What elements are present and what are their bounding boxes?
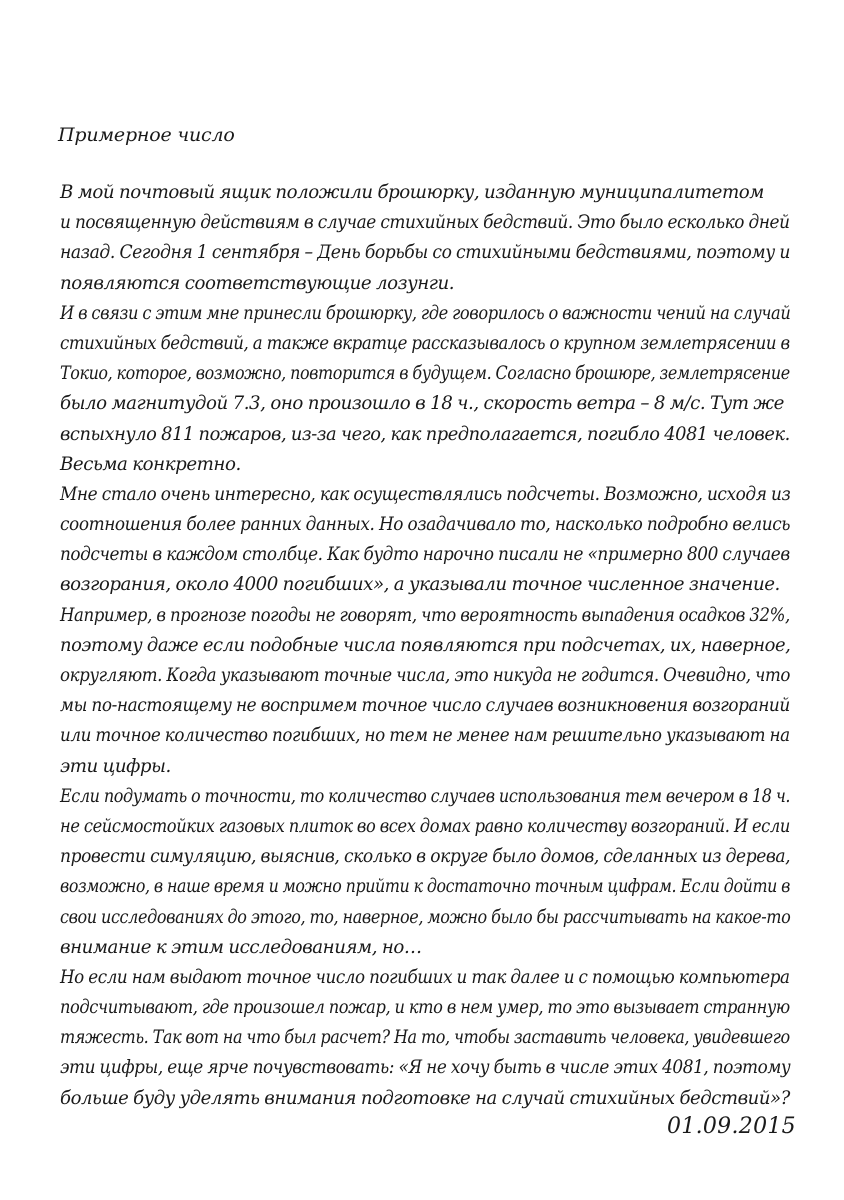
text-line: или точное количество погибших, но тем не менее нам решительно указывают на (60, 725, 790, 747)
text-line: стихийных бедствий, а также вкратце рассказывалось о крупном землетрясении в (60, 332, 790, 354)
document-date: 01.09.2015 (667, 1114, 796, 1139)
text-line: появляются соответствующие лозунги. (60, 272, 455, 294)
text-line: тяжесть. Так вот на что был расчет? На то, чтобы заставить человека, увидевшего (60, 1027, 790, 1049)
text-line: мы по-настоящему не воспримем точное число случаев возникновения возгораний (60, 695, 790, 717)
text-line: подсчитывают, где произошел пожар, и кто в нем умер, то это вызывает странную (60, 997, 790, 1019)
text-line: возможно, в наше время и можно прийти к достаточно точным цифрам. Если дойти в (60, 876, 790, 898)
text-line: Но если нам выдают точное число погибших и так далее и с помощью компьютера (60, 966, 790, 988)
text-line: возгорания, около 4000 погибших», а указывали точное численное значение. (60, 574, 780, 596)
text-line: Если подумать о точности, то количество случаев использования тем вечером в 18 ч. (60, 785, 791, 807)
text-line: округляют. Когда указывают точные числа, это никуда не годится. Очевидно, что (60, 665, 791, 686)
document-title: Примерное число (58, 124, 235, 146)
text-line: вспыхнуло 811 пожаров, из-за чего, как предполагается, погибло 4081 человек. (60, 423, 790, 445)
text-line: эти цифры. (60, 755, 171, 777)
text-line: подсчеты в каждом столбце. Как будто нарочно писали не «примерно 800 случаев (60, 544, 790, 566)
text-line: Мне стало очень интересно, как осуществлялись подсчеты. Возможно, исходя из (60, 483, 791, 505)
document-body (60, 178, 790, 1114)
text-line: провести симуляцию, выяснив, сколько в округе было домов, сделанных из дерева, (60, 846, 791, 868)
text-line: соотношения более ранних данных. Но озадачивало то, насколько подробно велись (60, 514, 791, 536)
text-line: свои исследованиях до этого, то, наверное, можно было бы рассчитывать на какое-то (60, 906, 791, 928)
text-line: больше буду уделять внимания подготовке на случай стихийных бедствий»? (60, 1087, 790, 1109)
text-line: В мой почтовый ящик положили брошюрку, изданную муниципалитетом (60, 182, 764, 203)
text-line: Токио, которое, возможно, повторится в будущем. Согласно брошюре, землетрясение (60, 363, 790, 385)
text-line: поэтому даже если подобные числа появляются при подсчетах, их, наверное, (60, 634, 791, 656)
text-line: Весьма конкретно. (60, 453, 241, 475)
text-line: было магнитудой 7.3, оно произошло в 18 ч., скорость ветра – 8 м/с. Тут же (60, 393, 784, 415)
text-line: эти цифры, еще ярче почувствовать: «Я не хочу быть в числе этих 4081, поэтому (60, 1057, 791, 1079)
text-line: и посвященную действиям в случае стихийных бедствий. Это было есколько дней (60, 212, 790, 234)
text-line: не сейсмостойких газовых плиток во всех домах равно количеству возгораний. И если (60, 815, 790, 837)
text-line: внимание к этим исследованиям, но… (60, 936, 422, 958)
text-line: назад. Сегодня 1 сентября – День борьбы со стихийными бедствиями, поэтому и (60, 242, 790, 264)
text-line: И в связи с этим мне принесли брошюрку, где говорилось о важности чений на случай (60, 302, 791, 324)
text-line: Например, в прогнозе погоды не говорят, что вероятность выпадения осадков 32%, (60, 604, 790, 626)
